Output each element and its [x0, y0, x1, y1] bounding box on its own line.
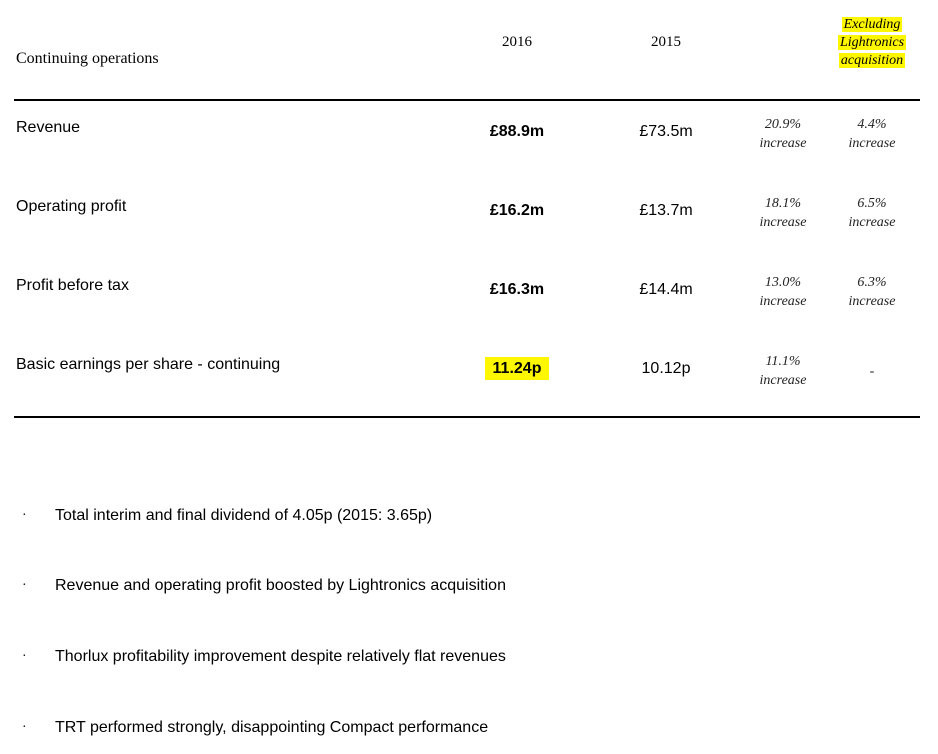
bullet-marker: ·: [22, 508, 27, 523]
column-header-2016: 2016: [502, 34, 532, 50]
value-2015: 10.12p: [641, 360, 691, 377]
table-top-rule: [14, 99, 920, 101]
bullet-marker: ·: [22, 578, 27, 593]
change-percent-word: increase: [759, 136, 807, 151]
value-2015: £73.5m: [639, 123, 693, 140]
value-2015: £13.7m: [639, 202, 693, 219]
change-percent-word: increase: [759, 294, 807, 309]
row-label: Operating profit: [16, 198, 127, 215]
excluding-change-percent: [832, 273, 912, 311]
bullet-text: TRT performed strongly, disappointing Compact performance: [55, 719, 489, 736]
excluding-percent-value: -: [869, 364, 875, 379]
excluding-percent-word: increase: [848, 215, 896, 230]
change-percent-value: 18.1%: [764, 196, 802, 211]
bullet-text: Thorlux profitability improvement despite relatively flat revenues: [55, 648, 506, 665]
change-percent-word: increase: [759, 373, 807, 388]
row-label: Profit before tax: [16, 277, 129, 294]
excluding-line-3: acquisition: [840, 53, 904, 68]
excluding-line-2: Lightronics: [839, 35, 905, 50]
value-2015: £14.4m: [639, 281, 693, 298]
bullet-marker: ·: [22, 649, 27, 664]
change-percent-word: increase: [759, 215, 807, 230]
value-2016: £16.3m: [489, 281, 545, 298]
value-2016: £88.9m: [489, 123, 545, 140]
change-percent: [743, 352, 823, 390]
change-percent-value: 20.9%: [764, 117, 802, 132]
value-2016: [467, 360, 567, 378]
excluding-percent-value: 4.4%: [857, 117, 887, 132]
value-2016: £16.2m: [489, 202, 545, 219]
column-header-2015: 2015: [651, 34, 681, 50]
bullet-marker: ·: [22, 720, 27, 735]
section-heading: Continuing operations: [16, 50, 159, 67]
excluding-percent-word: increase: [848, 294, 896, 309]
column-header-excluding-acquisition: [829, 16, 915, 70]
excluding-percent-value: 6.5%: [857, 196, 887, 211]
bullet-text: Total interim and final dividend of 4.05p (2015: 3.65p): [55, 507, 433, 524]
row-label: Basic earnings per share - continuing: [16, 356, 281, 373]
excluding-change-percent: [832, 194, 912, 232]
change-percent: [743, 273, 823, 311]
value-2016-highlighted: 11.24p: [485, 357, 550, 380]
bullet-text: Revenue and operating profit boosted by Lightronics acquisition: [55, 577, 506, 594]
change-percent: [743, 194, 823, 232]
excluding-percent-value: 6.3%: [857, 275, 887, 290]
change-percent-value: 13.0%: [764, 275, 802, 290]
excluding-line-1: Excluding: [843, 17, 901, 32]
row-label: Revenue: [16, 119, 81, 136]
excluding-change-percent: [832, 115, 912, 153]
change-percent: [743, 115, 823, 153]
excluding-change-percent: [832, 362, 912, 381]
excluding-percent-word: increase: [848, 136, 896, 151]
change-percent-value: 11.1%: [765, 354, 801, 369]
table-bottom-rule: [14, 416, 920, 418]
